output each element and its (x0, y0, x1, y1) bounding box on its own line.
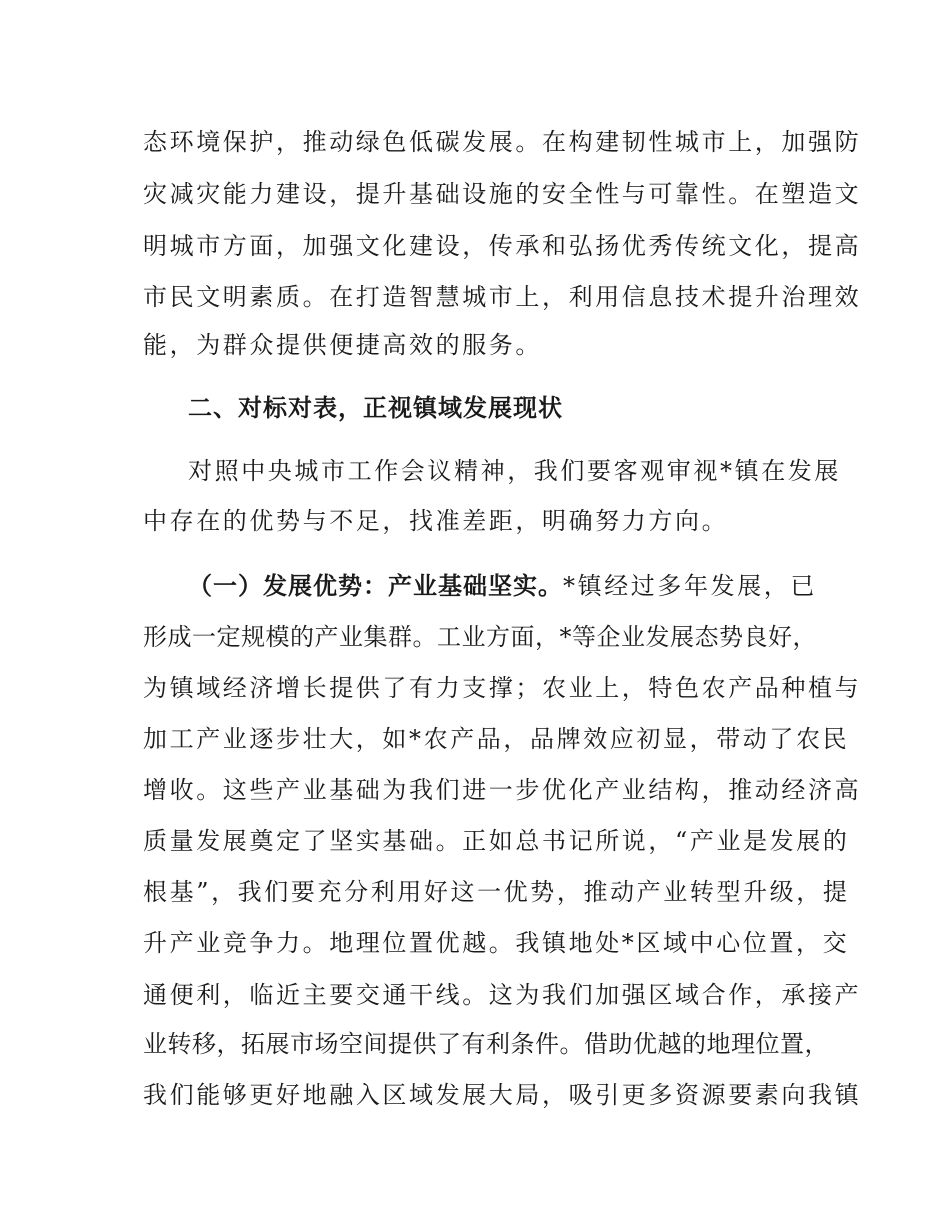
paragraph-line: 灾减灾能力建设，提升基础设施的安全性与可靠性。在塑造文 (143, 180, 862, 208)
paragraph-line: 为镇域经济增长提供了有力支撑；农业上，特色农产品种植与 (143, 674, 862, 702)
paragraph-line: 能，为群众提供便捷高效的服务。 (143, 331, 542, 359)
paragraph-line: 我们能够更好地融入区域发展大局，吸引更多资源要素向我镇 (143, 1081, 862, 1109)
paragraph-line: 对照中央城市工作会议精神，我们要客观审视*镇在发展 (188, 457, 841, 485)
subsection-heading: （一）发展优势：产业基础坚实。 (188, 572, 563, 600)
paragraph-line: 态环境保护，推动绿色低碳发展。在构建韧性城市上，加强防 (143, 128, 862, 156)
paragraph-line: 市民文明素质。在打造智慧城市上，利用信息技术提升治理效 (143, 283, 862, 311)
paragraph-line: 质量发展奠定了坚实基础。正如总书记所说，“产业是发展的 (143, 827, 850, 855)
subsection-first-line (188, 570, 868, 602)
paragraph-line: 升产业竞争力。地理位置优越。我镇地处*区域中心位置，交 (143, 929, 850, 957)
paragraph-line: 加工产业逐步壮大，如*农产品，品牌效应初显，带动了农民 (143, 725, 850, 753)
paragraph-line: 根基”，我们要充分利用好这一优势，推动产业转型升级，提 (143, 878, 850, 906)
paragraph-line: 中存在的优势与不足，找准差距，明确努力方向。 (143, 507, 729, 535)
paragraph-line: 业转移，拓展市场空间提供了有利条件。借助优越的地理位置， (143, 1030, 829, 1058)
subsection-text: *镇经过多年发展，已 (563, 572, 817, 600)
section-heading: 二、对标对表，正视镇域发展现状 (188, 394, 563, 422)
paragraph-line: 明城市方面，加强文化建设，传承和弘扬优秀传统文化，提高 (143, 232, 862, 260)
paragraph-line: 通便利，临近主要交通干线。这为我们加强区域合作，承接产 (143, 981, 862, 1009)
paragraph-line: 增收。这些产业基础为我们进一步优化产业结构，推动经济高 (143, 776, 862, 804)
paragraph-line: 形成一定规模的产业集群。工业方面，*等企业发展态势良好， (143, 623, 817, 651)
